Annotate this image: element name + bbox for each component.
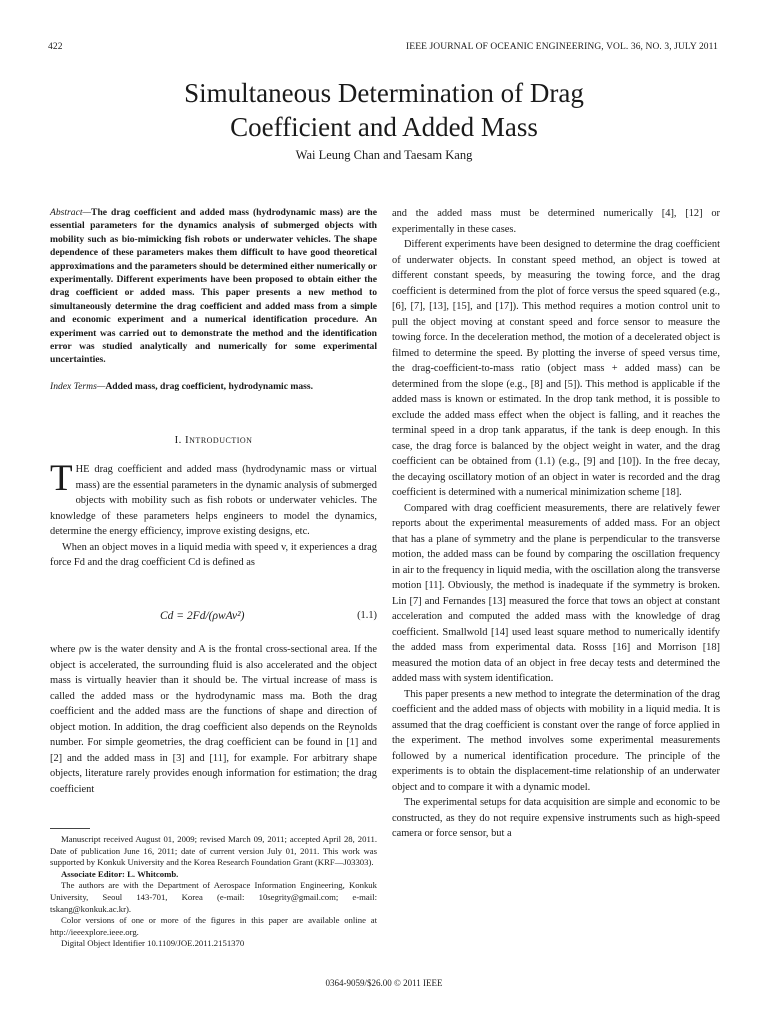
page-number: 422	[48, 42, 63, 52]
drop-cap: T	[50, 458, 73, 499]
footnotes	[50, 834, 377, 950]
equation-1-1	[50, 610, 377, 628]
author-list: Wai Leung Chan and Taesam Kang	[295, 148, 473, 162]
intro-paragraph-1: THE drag coefficient and added mass (hydrodynamic mass or virtual mass) are the essential parameters in the dynamic analysis of submerged objects with mobility such as fish robots or underwater vehicles. The knowledge of these parameters helps engineers to model the dynamics, determine the energy efficiency, improve existing designs, etc.	[50, 458, 377, 537]
abstract-label: Abstract—	[50, 207, 92, 218]
footnote-doi: Digital Object Identifier 10.1109/JOE.2011.2151370	[61, 938, 245, 949]
paper-title	[0, 76, 768, 144]
footnote-manuscript: Manuscript received August 01, 2009; revised March 09, 2011; accepted April 28, 2011. Date of publication June 16, 2011; date of current version July 01, 2011. This work was supported by Konkuk University and the Korea Research Foundation Grant (KRF—J03303).	[50, 834, 377, 868]
intro-paragraph-3: where ρw is the water density and A is the frontal cross-sectional area. If the object is accelerated, the surrounding fluid is also accelerated and the object mass is virtually heavier than it should be. The virtual increase of mass is called the added mass or the hydrodynamic mass ma. Both the drag coefficient and the added mass are the functions of shape and direction of object motion. In addition, the drag coefficient also depends on the Reynolds number. For simple geometries, the drag coefficient can be found in [1] and [2] and the added mass in [3] and [11], for example. For arbitrary shape objects, literature rarely provides enough information for estimation; the drag coefficient	[50, 644, 377, 795]
right-paragraph-5: The experimental setups for data acquisition are simple and economic to be constructed, as they do not require expensive instruments such as high-speed camera or force sensor, but a	[392, 797, 720, 839]
right-paragraph-4: This paper presents a new method to integrate the determination of the drag coefficient and the added mass of objects with mobility in a liquid media. It is assumed that the drag coefficient is constant over the range of force applied in the experiment. The method involves some experimental measurements followed by a numerical identification procedure. The principle of the experiments is to obtain the displacement-time relationship of an underwater object and to compare it with a dynamic model.	[392, 688, 720, 793]
section-heading-introduction: I. Introduction	[174, 434, 253, 446]
abstract	[50, 206, 377, 367]
index-terms	[50, 380, 377, 393]
footnote-affiliation: The authors are with the Department of Aerospace Information Engineering, Konkuk University, Seoul 143-701, Korea (e-mail: 10segrity@gmail.com; e-mail: tskang@konkuk.ac.kr).	[50, 880, 377, 914]
title-line-1: Simultaneous Determination of Drag	[184, 78, 584, 108]
right-paragraph-3: Compared with drag coefficient measurements, there are relatively fewer reports about the experimental measurements of added mass. For an object that has a plane of symmetry and the plane is perpendicular to the transverse motion, the added mass can be found by comparing the oscillation frequency in air to the frequency in liquid media, with the oscillation along the transverse motion [11]. Obviously, the method is inadequate if the symmetry is broken. Lin [7] and Fernandes [13] measured the force that tows an object at constant acceleration and computed the added mass with the knowledge of drag coefficient. Smallwold [14] used least square method to numerically identify the added mass from experimental data. Rosss [16] and Morrison [18] measured the motion data of an object in free decay tests and determined the added mass with system identification.	[392, 502, 720, 684]
running-header: IEEE JOURNAL OF OCEANIC ENGINEERING, VOL. 36, NO. 3, JULY 2011	[406, 42, 718, 52]
right-column-body	[392, 206, 720, 842]
right-paragraph-2: Different experiments have been designed to determine the drag coefficient of underwater objects. In constant speed method, an object is towed at different constant speeds, by measuring the towing force, and the drag coefficient is determined from the plot of force versus the speed squared (e.g., [6], [7], [13], [15], and [17]). This method requires a motion control unit to pull the object moving at constant speed and force sensor to measure the towing force. In the deceleration method, the motion of a decelerated object is filmed to determine the speed. By plotting the inverse of speed versus time, the drag-coefficient-to-mass ratio (object mass + added mass) can be determined from the slope (e.g., [8] and [5]). This method is applicable if the added mass is known or estimated. In the drop tank method, it is possible to exclude the added mass effect when the object is falling, and it reaches the terminal speed in a drop tank apparatus, if the tank is deep enough. In this case, the drag force is balanced by the object weight in water, and the drag coefficient can be obtained from (1.1) (e.g., [9] and [10]). In the free decay, the decaying oscillatory motion of an object in water is recorded and the drag coefficient is determined with a numerical minimization scheme [18].	[392, 239, 720, 498]
abstract-text: The drag coefficient and added mass (hydrodynamic mass) are the essential parameters for the dynamics analysis of submerged objects with mobility such as bio-mimicking fish robots or underwater vehicles. The shape dependence of these parameters makes them difficult to have good theoretical approximations and the parameters should be determined either numerically or experimentally. Different experiments have been proposed to obtain either the drag coefficient or added mass. This paper presents a new method to simultaneously determine the drag coefficient and added mass from a simple and economic experiment and a numerical identification procedure. An experiment was carried out to demonstrate the method and the identification error was studied analytically and numerically for some experimental uncertainties.	[50, 207, 377, 366]
left-column-body	[50, 458, 377, 571]
left-column-continued	[50, 642, 377, 797]
equation-body: Cd = 2Fd/(ρwAv²)	[160, 610, 245, 622]
copyright-footer: 0364-9059/$26.00 © 2011 IEEE	[325, 978, 443, 988]
index-terms-text: Added mass, drag coefficient, hydrodynamic mass.	[105, 381, 314, 392]
footnote-editor: Associate Editor: L. Whitcomb.	[61, 868, 179, 879]
title-line-2: Coefficient and Added Mass	[230, 112, 538, 142]
footnote-color: Color versions of one or more of the figures in this paper are available online at http://ieeexplore.ieee.org.	[50, 915, 377, 937]
intro-paragraph-2: When an object moves in a liquid media with speed v, it experiences a drag force Fd and the drag coefficient Cd is defined as	[50, 541, 377, 568]
equation-number: (1.1)	[357, 610, 377, 621]
footnote-rule	[50, 828, 90, 829]
index-terms-label: Index Terms—	[50, 381, 106, 392]
right-paragraph-1: and the added mass must be determined numerically [4], [12] or experimentally in these cases.	[392, 208, 720, 235]
